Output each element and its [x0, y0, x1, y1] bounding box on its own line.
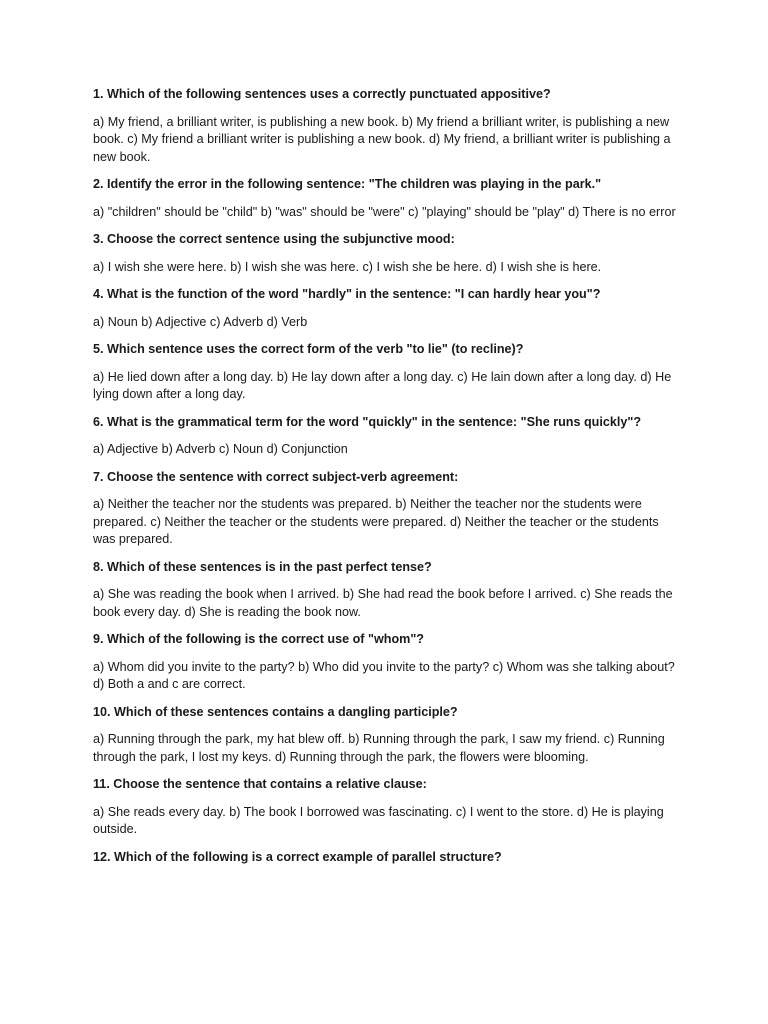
- answers-7: a) Neither the teacher nor the students was prepared. b) Neither the teacher nor the students were prepared. c) Neither the teacher or the students were prepared. d) Neither the teacher or the students was prepared.: [93, 497, 659, 546]
- answers-1: a) My friend, a brilliant writer, is publishing a new book. b) My friend a brilliant writer, is publishing a new book. c) My friend a brilliant writer is publishing a new book. d) My friend, a brilliant writer is publishing a new book.: [93, 114, 671, 164]
- answers-3: a) I wish she were here. b) I wish she was here. c) I wish she be here. d) I wish she is here.: [93, 259, 602, 274]
- answers-2: a) "children" should be "child" b) "was" should be "were" c) "playing" should be "play" d) There is no error: [93, 204, 676, 219]
- answers-6: a) Adjective b) Adverb c) Noun d) Conjunction: [93, 442, 348, 456]
- question-6: 6. What is the grammatical term for the word "quickly" in the sentence: "She runs quickly"?: [93, 414, 642, 429]
- document-page: [93, 86, 683, 876]
- question-11: 11. Choose the sentence that contains a relative clause:: [93, 777, 427, 791]
- question-12: 12. Which of the following is a correct example of parallel structure?: [93, 849, 502, 864]
- question-3: 3. Choose the correct sentence using the subjunctive mood:: [93, 232, 455, 246]
- question-1: 1. Which of the following sentences uses a correctly punctuated appositive?: [93, 87, 551, 101]
- question-10: 10. Which of these sentences contains a dangling participle?: [93, 704, 458, 719]
- answers-4: a) Noun b) Adjective c) Adverb d) Verb: [93, 314, 308, 329]
- question-8: 8. Which of these sentences is in the past perfect tense?: [93, 559, 432, 574]
- answers-5: a) He lied down after a long day. b) He lay down after a long day. c) He lain down after a long day. d) He lying down after a long day.: [93, 369, 672, 401]
- question-4: 4. What is the function of the word "hardly" in the sentence: "I can hardly hear you"?: [93, 287, 601, 301]
- answers-11: a) She reads every day. b) The book I borrowed was fascinating. c) I went to the store. d) He is playing outside.: [93, 804, 664, 836]
- question-5: 5. Which sentence uses the correct form of the verb "to lie" (to recline)?: [93, 342, 524, 356]
- question-2: 2. Identify the error in the following sentence: "The children was playing in the park.": [93, 177, 602, 191]
- answers-9: a) Whom did you invite to the party? b) Who did you invite to the party? c) Whom was she talking about? d) Both a and c are correct.: [93, 659, 675, 691]
- answers-10: a) Running through the park, my hat blew off. b) Running through the park, I saw my friend. c) Running through the park, I lost my keys. d) Running through the park, the flowers were blooming.: [93, 732, 665, 764]
- question-9: 9. Which of the following is the correct use of "whom"?: [93, 632, 424, 646]
- question-7: 7. Choose the sentence with correct subject-verb agreement:: [93, 469, 459, 484]
- answers-8: a) She was reading the book when I arrived. b) She had read the book before I arrived. c) She reads the book every day. d) She is reading the book now.: [93, 587, 673, 619]
